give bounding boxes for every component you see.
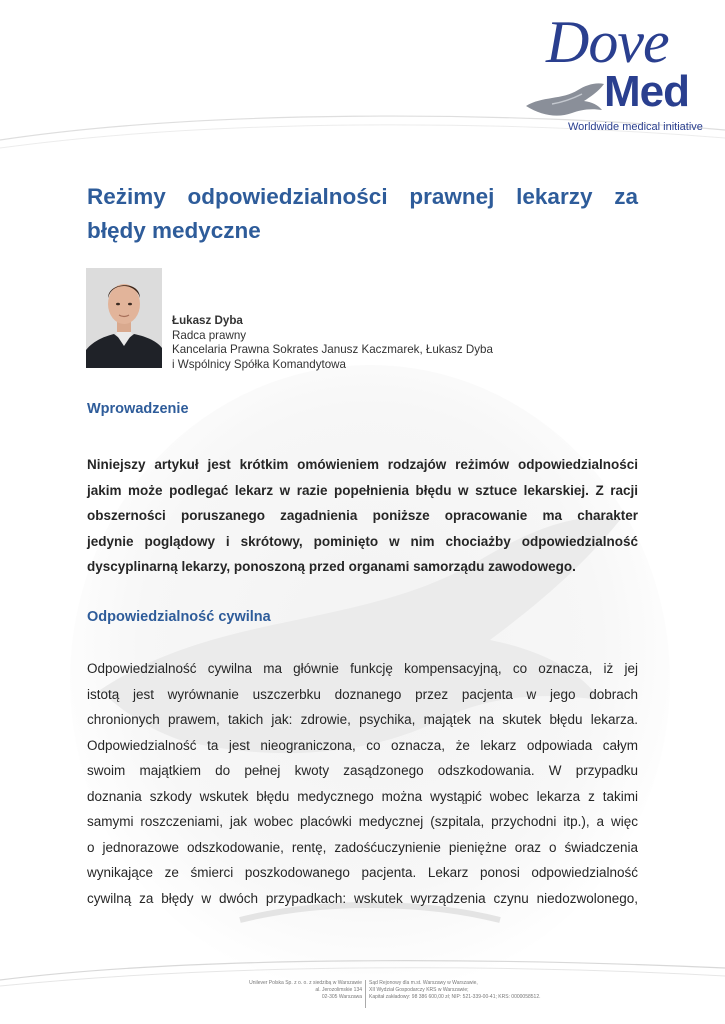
footer-line: Kapitał zakładowy: 98 386 600,00 zł; NIP: 521-339-00-41; KRS: 0000058512. <box>369 994 541 1000</box>
text-line: wynikające ze śmierci poszkodowanego pacjenta. Lekarz ponosi odpowiedzialność <box>87 865 638 880</box>
author-block <box>172 314 493 372</box>
dove-bird-icon <box>522 80 612 120</box>
logo-word-dove: Dove <box>546 9 669 75</box>
section-civil-text <box>87 656 638 911</box>
text-line: chronionych prawem, takich jak: zdrowie, psychika, majątek na skutek błędu lekarza. <box>87 712 638 727</box>
author-role: Radca prawny <box>172 328 247 342</box>
text-line: obszerności poruszanego zagadnienia poniższe opracowanie ma charakter <box>87 508 638 523</box>
text-line: jedynie poglądowy i skrótowy, pominięto w nim chociażby odpowiedzialność <box>87 533 638 549</box>
article-title: Reżimy odpowiedzialności prawnej lekarzy za błędy medyczne <box>87 184 638 243</box>
author-name: Łukasz Dyba <box>172 314 243 327</box>
text-line: jakim może podlegać lekarz w razie popełnienia błędu w sztuce lekarskiej. Z racji <box>87 482 638 498</box>
footer-line: Unilever Polska Sp. z o. o. z siedzibą w Warszawie <box>249 980 362 986</box>
footer-line: XII Wydział Gospodarczy KRS w Warszawie; <box>369 987 469 993</box>
section-heading-intro: Wprowadzenie <box>87 401 189 417</box>
text-line: istotą jest wyrównanie uszczerbku doznanego przez pacjenta w jego dobrach <box>87 686 638 702</box>
footer-line: al. Jerozolimskie 134 <box>315 987 362 993</box>
text-line: o jednorazowe odszkodowanie, rentę, zadośćuczynienie pieniężne oraz o świadczenia <box>87 839 638 855</box>
author-photo <box>86 268 162 368</box>
section-heading-civil: Odpowiedzialność cywilna <box>87 609 271 625</box>
text-line: dyscyplinarną lekarzy, ponoszoną przed organami samorządu zawodowego. <box>87 559 576 574</box>
footer-swoosh <box>0 940 725 990</box>
footer-divider <box>365 980 366 1008</box>
text-line: swoim majątkiem do pełnej kwoty zasądzonego odszkodowania. W przypadku <box>87 763 638 778</box>
footer-line: Sąd Rejonowy dla m.st. Warszawy w Warszawie, <box>369 980 478 986</box>
text-line: cywilną za błędy w dwóch przypadkach: wskutek wyrządzenia czynu niedozwolonego, <box>87 890 638 906</box>
footer-line: 02-305 Warszawa <box>321 994 362 1000</box>
footer-registration <box>369 980 549 1001</box>
dovemed-logo <box>522 9 703 138</box>
text-line: Odpowiedzialność cywilna ma głównie funkcję kompensacyjną, co oznacza, iż jej <box>87 661 638 676</box>
text-line: Niniejszy artykuł jest krótkim omówieniem rodzajów reżimów odpowiedzialności <box>87 457 638 472</box>
section-intro-text <box>87 452 638 580</box>
author-firm-line-1: Kancelaria Prawna Sokrates Janusz Kaczmarek, Łukasz Dyba <box>172 343 493 356</box>
logo-tagline: Worldwide medical initiative <box>568 121 703 133</box>
text-line: doznania szkody wskutek błędu medycznego można wystąpić wobec lekarza z takimi <box>87 788 638 804</box>
logo-word-med: Med <box>604 67 689 116</box>
text-line: samymi roszczeniami, jak wobec placówki medycznej (szpitala, przychodni itp.), a więc <box>87 814 638 829</box>
footer-company-address <box>232 980 362 1001</box>
text-line: Odpowiedzialność ta jest nieograniczona, co oznacza, że lekarz odpowiada całym <box>87 737 638 753</box>
author-firm-line-2: i Wspólnicy Spółka Komandytowa <box>172 357 346 371</box>
